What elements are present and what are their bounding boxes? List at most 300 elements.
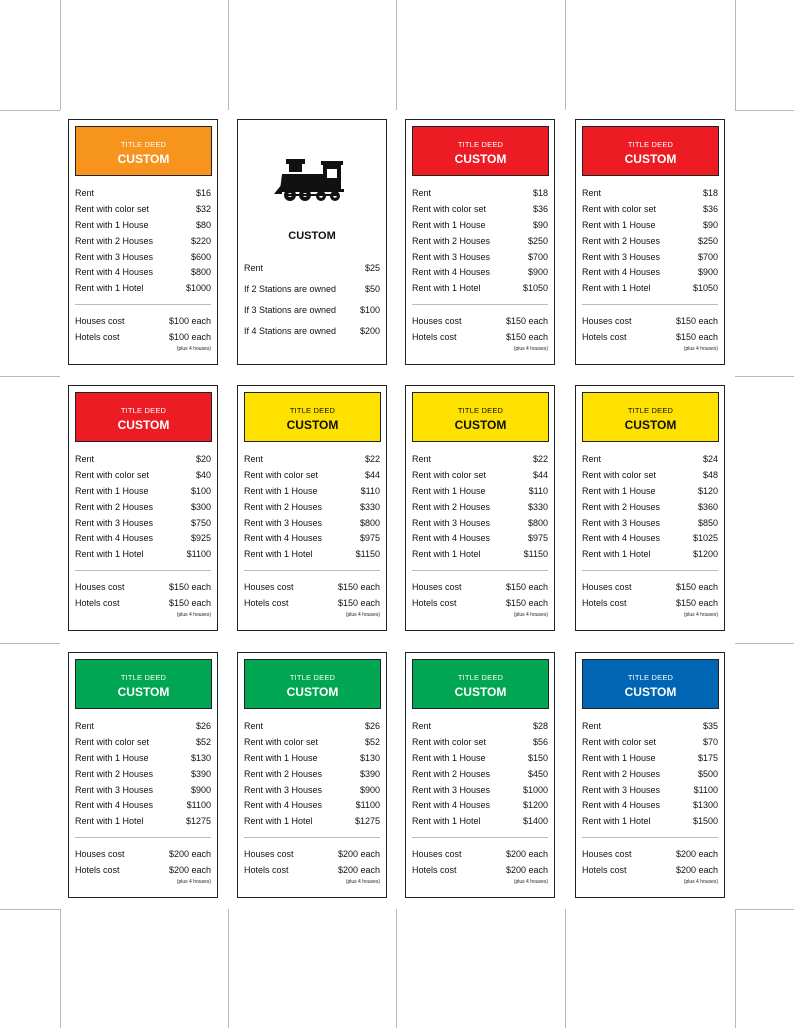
divider (412, 837, 548, 838)
rent-row (412, 547, 548, 563)
plus-houses-note: (plus 4 houses) (683, 879, 718, 885)
rent-label: Rent with 4 Houses (582, 800, 661, 811)
rent-value: $70 (702, 736, 718, 747)
rent-value: $300 (190, 501, 211, 512)
rent-value: $175 (697, 752, 718, 763)
rent-value: $20 (195, 454, 211, 464)
hotels-cost-label: Hotels cost (412, 597, 457, 608)
rent-value: $1100 (355, 800, 380, 811)
hotels-cost-value: $150 each (337, 597, 380, 608)
cost-table (412, 847, 548, 879)
rent-row (75, 468, 211, 484)
rent-value: $250 (697, 235, 718, 246)
rent-label: Rent with 1 Hotel (582, 549, 651, 560)
divider (582, 304, 718, 305)
rent-label: Rent with 1 Hotel (412, 283, 481, 294)
rent-row (582, 783, 718, 799)
rent-row (75, 751, 211, 767)
rent-row (582, 452, 718, 468)
rent-label: Rent (75, 454, 95, 464)
property-name: CUSTOM (286, 418, 339, 432)
houses-cost-value: $200 each (168, 849, 211, 859)
hotels-cost-label: Hotels cost (244, 864, 289, 875)
plus-houses-note: (plus 4 houses) (513, 346, 548, 352)
rent-value: $390 (190, 768, 211, 779)
houses-cost-value: $200 each (505, 849, 548, 859)
rent-value: $330 (527, 501, 548, 512)
rent-row (75, 500, 211, 516)
railroad-rent-row (244, 258, 380, 279)
rent-row (75, 250, 211, 266)
hotels-cost-value: $150 each (168, 597, 211, 608)
rent-label: Rent (75, 721, 95, 731)
houses-cost-row (412, 847, 548, 863)
rent-row (75, 234, 211, 250)
rent-label: Rent with 1 House (75, 219, 149, 230)
hotels-cost-value: $200 each (337, 864, 380, 875)
rent-value: $36 (702, 203, 718, 214)
rent-label: Rent with color set (582, 736, 657, 747)
rent-label: Rent with 3 Houses (412, 517, 491, 528)
rent-row (75, 735, 211, 751)
property-name: CUSTOM (117, 685, 170, 699)
houses-cost-row (244, 847, 380, 863)
hotels-cost-label: Hotels cost (244, 597, 289, 608)
rent-value: $330 (359, 501, 380, 512)
rent-row (244, 735, 380, 751)
rent-value: $900 (359, 784, 380, 795)
rent-label: Rent (244, 721, 264, 731)
houses-cost-value: $150 each (168, 582, 211, 592)
cost-table (75, 580, 211, 612)
hotels-cost-value: $200 each (505, 864, 548, 875)
card-header (582, 392, 719, 442)
cut-guide-vertical (228, 0, 229, 110)
railroad-rent-row (244, 279, 380, 300)
rent-value: $1100 (186, 549, 211, 560)
houses-cost-row (75, 314, 211, 330)
rent-label: Rent with color set (412, 469, 487, 480)
rent-label: Rent with 4 Houses (75, 267, 154, 278)
rent-value: $600 (190, 251, 211, 262)
rent-row (582, 814, 718, 830)
rent-label: Rent (582, 721, 602, 731)
rent-label: Rent with color set (582, 469, 657, 480)
card-header (412, 659, 549, 709)
cut-guide-horizontal (0, 110, 60, 111)
rent-row (75, 452, 211, 468)
rent-row (412, 281, 548, 297)
houses-cost-label: Houses cost (582, 849, 632, 859)
hotels-cost-label: Hotels cost (75, 864, 120, 875)
title-deed-card (68, 652, 218, 898)
rent-row (412, 751, 548, 767)
plus-houses-note: (plus 4 houses) (513, 612, 548, 618)
rent-label: Rent with 1 House (582, 752, 656, 763)
title-deed-card (575, 652, 725, 898)
rent-value: $50 (364, 284, 380, 294)
rent-label: Rent with 4 Houses (412, 533, 491, 544)
rent-value: $1100 (186, 800, 211, 811)
rent-row (582, 735, 718, 751)
property-name: CUSTOM (454, 685, 507, 699)
rent-label: Rent with 3 Houses (582, 251, 661, 262)
rent-row (412, 719, 548, 735)
rent-label: Rent with 1 Hotel (75, 816, 144, 827)
rent-row (244, 452, 380, 468)
title-deed-card (237, 652, 387, 898)
railroad-name: CUSTOM (288, 230, 336, 242)
rent-value: $1050 (692, 283, 718, 294)
houses-cost-value: $150 each (675, 316, 718, 326)
rent-row (412, 735, 548, 751)
rent-value: $360 (697, 501, 718, 512)
rent-row (75, 202, 211, 218)
rent-label: Rent with 1 Hotel (75, 549, 144, 560)
rent-value: $90 (532, 219, 548, 230)
card-header (412, 126, 549, 176)
hotels-cost-value: $150 each (505, 597, 548, 608)
rent-label: Rent (582, 454, 602, 464)
cost-table (582, 847, 718, 879)
rent-label: Rent with 1 Hotel (412, 549, 481, 560)
rent-table (75, 719, 211, 830)
rent-value: $1050 (522, 283, 548, 294)
cut-guide-vertical (396, 909, 397, 1028)
rent-label: Rent with 4 Houses (244, 800, 323, 811)
rent-row (244, 783, 380, 799)
rent-label: Rent with 4 Houses (582, 533, 661, 544)
property-name: CUSTOM (624, 152, 677, 166)
rent-table (582, 186, 718, 297)
rent-label: Rent with 3 Houses (582, 517, 661, 528)
rent-row (412, 186, 548, 202)
card-header (75, 659, 212, 709)
rent-label: Rent with 3 Houses (75, 784, 154, 795)
rent-label: Rent with 3 Houses (582, 784, 661, 795)
rent-row (582, 798, 718, 814)
card-header (412, 392, 549, 442)
rent-row (582, 547, 718, 563)
plus-houses-note: (plus 4 houses) (345, 879, 380, 885)
rent-label: Rent with 1 House (412, 485, 486, 496)
divider (582, 837, 718, 838)
rent-value: $800 (359, 517, 380, 528)
rent-row (75, 218, 211, 234)
rent-label: If 3 Stations are owned (244, 305, 337, 315)
hotels-cost-row (412, 596, 548, 612)
cut-guide-vertical (396, 0, 397, 110)
plus-houses-note: (plus 4 houses) (176, 612, 211, 618)
rent-label: Rent with 2 Houses (412, 768, 491, 779)
rent-value: $800 (527, 517, 548, 528)
rent-label: Rent with 1 Hotel (412, 816, 481, 827)
rent-label: Rent with 2 Houses (75, 768, 154, 779)
card-header (75, 126, 212, 176)
railroad-rent-row (244, 321, 380, 342)
houses-cost-value: $150 each (675, 582, 718, 592)
houses-cost-row (412, 580, 548, 596)
rent-row (412, 531, 548, 547)
houses-cost-value: $200 each (675, 849, 718, 859)
houses-cost-row (244, 580, 380, 596)
rent-row (75, 281, 211, 297)
houses-cost-label: Houses cost (412, 582, 462, 592)
hotels-cost-value: $200 each (675, 864, 718, 875)
plus-houses-note: (plus 4 houses) (176, 879, 211, 885)
rent-label: Rent with 1 Hotel (582, 283, 651, 294)
title-deed-label: TITLE DEED (457, 406, 504, 415)
rent-value: $250 (527, 235, 548, 246)
rent-value: $120 (697, 485, 718, 496)
rent-value: $26 (195, 721, 211, 731)
rent-row (244, 484, 380, 500)
plus-houses-note: (plus 4 houses) (683, 612, 718, 618)
cost-table (244, 580, 380, 612)
rent-label: Rent with 2 Houses (244, 501, 323, 512)
rent-value: $1200 (692, 549, 718, 560)
rent-value: $800 (190, 267, 211, 278)
title-deed-card (575, 385, 725, 631)
rent-label: Rent with 1 House (75, 752, 149, 763)
rent-value: $130 (359, 752, 380, 763)
rent-row (75, 783, 211, 799)
rent-label: Rent with 3 Houses (75, 251, 154, 262)
houses-cost-value: $150 each (505, 582, 548, 592)
rent-table (582, 719, 718, 830)
rent-row (412, 484, 548, 500)
railroad-card (237, 119, 387, 365)
rent-row (582, 202, 718, 218)
houses-cost-value: $150 each (337, 582, 380, 592)
divider (244, 570, 380, 571)
rent-label: Rent with 2 Houses (244, 768, 323, 779)
rent-label: Rent with color set (244, 469, 319, 480)
rent-label: Rent with 1 House (75, 485, 149, 496)
rent-row (75, 814, 211, 830)
rent-label: Rent with 1 Hotel (244, 549, 313, 560)
hotels-cost-row (75, 596, 211, 612)
houses-cost-label: Houses cost (412, 849, 462, 859)
rent-value: $100 (190, 485, 211, 496)
rent-value: $80 (195, 219, 211, 230)
rent-value: $52 (364, 736, 380, 747)
rent-row (75, 265, 211, 281)
rent-value: $22 (364, 454, 380, 464)
rent-label: Rent with 1 House (582, 219, 656, 230)
rent-table (244, 719, 380, 830)
hotels-cost-label: Hotels cost (582, 597, 627, 608)
rent-row (75, 798, 211, 814)
cost-table (582, 314, 718, 346)
rent-row (244, 468, 380, 484)
hotels-cost-value: $150 each (675, 331, 718, 342)
divider (412, 304, 548, 305)
rent-row (582, 281, 718, 297)
rent-value: $25 (364, 263, 380, 273)
hotels-cost-row (244, 596, 380, 612)
rent-label: Rent with 2 Houses (412, 501, 491, 512)
rent-value: $925 (190, 533, 211, 544)
hotels-cost-row (582, 596, 718, 612)
rent-value: $220 (190, 235, 211, 246)
hotels-cost-label: Hotels cost (75, 331, 120, 342)
rent-value: $28 (532, 721, 548, 731)
rent-label: Rent with 3 Houses (75, 517, 154, 528)
plus-houses-note: (plus 4 houses) (176, 346, 211, 352)
cut-guide-horizontal (735, 643, 794, 644)
title-deed-label: TITLE DEED (627, 406, 674, 415)
rent-label: Rent with 1 Hotel (75, 283, 144, 294)
title-deed-card (68, 385, 218, 631)
title-deed-card (405, 385, 555, 631)
property-name: CUSTOM (286, 685, 339, 699)
rent-row (412, 783, 548, 799)
rent-value: $975 (527, 533, 548, 544)
rent-value: $48 (702, 469, 718, 480)
rent-row (75, 186, 211, 202)
cut-guide-horizontal (0, 376, 60, 377)
cost-table (75, 314, 211, 346)
title-deed-label: TITLE DEED (289, 406, 336, 415)
cut-guide-horizontal (735, 376, 794, 377)
rent-row (412, 767, 548, 783)
cost-table (412, 314, 548, 346)
hotels-cost-row (244, 863, 380, 879)
title-deed-card (405, 652, 555, 898)
rent-row (582, 250, 718, 266)
rent-row (75, 531, 211, 547)
houses-cost-value: $200 each (337, 849, 380, 859)
rent-value: $1000 (185, 283, 211, 294)
hotels-cost-row (75, 330, 211, 346)
rent-value: $1200 (522, 800, 548, 811)
rent-row (244, 751, 380, 767)
rent-label: Rent with 1 House (582, 485, 656, 496)
rent-row (244, 500, 380, 516)
rent-value: $52 (195, 736, 211, 747)
rent-value: $110 (528, 485, 548, 496)
houses-cost-row (582, 580, 718, 596)
rent-value: $1300 (692, 800, 718, 811)
plus-houses-note: (plus 4 houses) (345, 612, 380, 618)
cut-guide-vertical (565, 0, 566, 110)
rent-row (244, 531, 380, 547)
rent-value: $24 (702, 454, 718, 464)
divider (582, 570, 718, 571)
rent-row (412, 218, 548, 234)
houses-cost-row (75, 580, 211, 596)
cut-guide-vertical (735, 909, 736, 1028)
rent-label: Rent with 2 Houses (412, 235, 491, 246)
cut-guide-horizontal (0, 643, 60, 644)
title-deed-label: TITLE DEED (120, 673, 167, 682)
houses-cost-label: Houses cost (244, 849, 294, 859)
cut-guide-vertical (735, 0, 736, 110)
rent-value: $40 (195, 469, 211, 480)
rent-row (582, 484, 718, 500)
property-name: CUSTOM (454, 152, 507, 166)
rent-row (75, 767, 211, 783)
rent-row (582, 468, 718, 484)
rent-value: $900 (697, 267, 718, 278)
rent-value: $1150 (523, 549, 548, 560)
rent-row (582, 751, 718, 767)
rent-value: $26 (364, 721, 380, 731)
rent-row (582, 218, 718, 234)
card-header (244, 392, 381, 442)
hotels-cost-row (412, 330, 548, 346)
rent-label: Rent with color set (412, 203, 487, 214)
rent-value: $1275 (354, 816, 380, 827)
rent-row (582, 516, 718, 532)
rent-label: Rent with 1 House (412, 219, 486, 230)
rent-value: $750 (190, 517, 211, 528)
rent-value: $200 (359, 326, 380, 336)
rent-value: $90 (702, 219, 718, 230)
divider (75, 837, 211, 838)
divider (244, 837, 380, 838)
rent-value: $850 (697, 517, 718, 528)
property-name: CUSTOM (624, 685, 677, 699)
title-deed-card (575, 119, 725, 365)
rent-row (412, 234, 548, 250)
rent-label: Rent with 4 Houses (244, 533, 323, 544)
rent-value: $1000 (522, 784, 548, 795)
rent-label: Rent with 4 Houses (75, 533, 154, 544)
rent-row (412, 468, 548, 484)
rent-row (75, 516, 211, 532)
rent-label: Rent (244, 454, 264, 464)
rent-row (412, 500, 548, 516)
railroad-rent-table (244, 258, 380, 342)
rent-value: $18 (702, 188, 718, 198)
rent-label: If 2 Stations are owned (244, 284, 337, 294)
train-icon (274, 158, 346, 202)
card-header (244, 659, 381, 709)
rent-value: $110 (360, 485, 380, 496)
houses-cost-row (582, 314, 718, 330)
rent-row (244, 798, 380, 814)
cut-guide-horizontal (735, 909, 794, 910)
rent-label: Rent with 2 Houses (582, 235, 661, 246)
rent-value: $16 (195, 188, 211, 198)
plus-houses-note: (plus 4 houses) (513, 879, 548, 885)
cost-table (75, 847, 211, 879)
rent-label: Rent with 4 Houses (412, 800, 491, 811)
rent-table (412, 452, 548, 563)
rent-value: $18 (532, 188, 548, 198)
rent-row (244, 814, 380, 830)
rent-value: $500 (697, 768, 718, 779)
rent-label: Rent with 2 Houses (75, 235, 154, 246)
property-name: CUSTOM (117, 152, 170, 166)
rent-row (244, 547, 380, 563)
divider (75, 304, 211, 305)
rent-value: $975 (359, 533, 380, 544)
rent-table (75, 452, 211, 563)
property-name: CUSTOM (454, 418, 507, 432)
houses-cost-value: $100 each (168, 316, 211, 326)
rent-label: Rent with 2 Houses (582, 768, 661, 779)
rent-label: Rent with 3 Houses (412, 251, 491, 262)
cost-table (244, 847, 380, 879)
rent-value: $35 (702, 721, 718, 731)
rent-row (582, 186, 718, 202)
houses-cost-label: Houses cost (582, 582, 632, 592)
hotels-cost-row (75, 863, 211, 879)
title-deed-card (68, 119, 218, 365)
